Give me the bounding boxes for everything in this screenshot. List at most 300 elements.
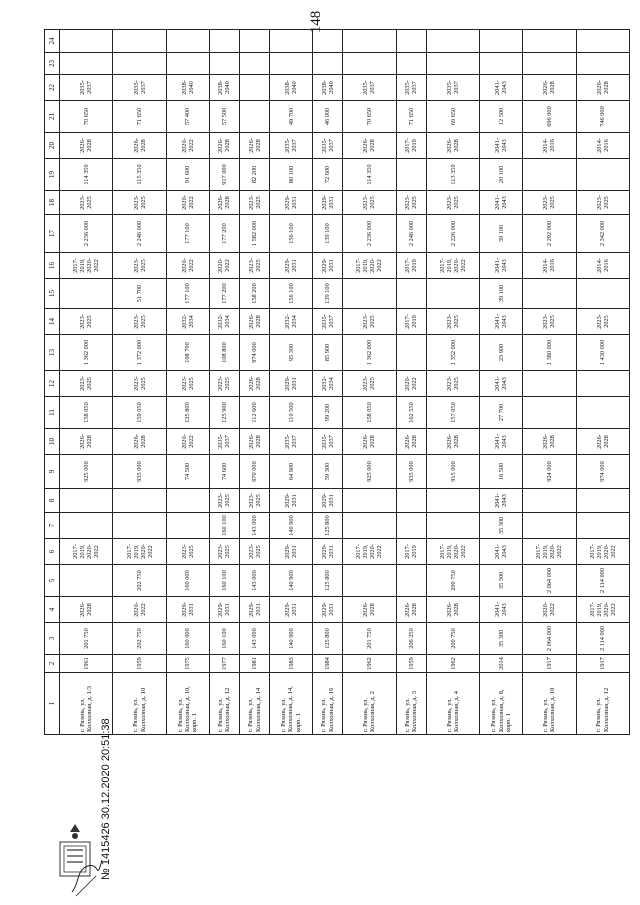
- table-cell: [113, 489, 166, 513]
- column-header-12: 12: [45, 371, 60, 397]
- table-cell: [426, 513, 479, 539]
- table-cell: [60, 53, 113, 75]
- table-cell: 2017-2019, 2020-2022: [426, 253, 479, 279]
- table-cell: 140 900: [270, 513, 313, 539]
- table-cell: [113, 513, 166, 539]
- table-cell: [396, 489, 426, 513]
- table-cell: 35 300: [480, 513, 523, 539]
- table-cell: [396, 279, 426, 309]
- table-cell: 2 292 000: [523, 215, 576, 253]
- table-cell: 2020-2022: [166, 133, 209, 159]
- table-cell: 80 100: [270, 159, 313, 191]
- table-cell: 925 000: [343, 455, 396, 489]
- table-cell: 91 600: [166, 159, 209, 191]
- table-cell: 2026-2028: [60, 133, 113, 159]
- table-cell: 2023-2025: [239, 253, 269, 279]
- table-cell: 1975: [166, 655, 209, 673]
- table-cell: 2026-2028: [209, 133, 239, 159]
- table-cell: 2035-2037: [270, 133, 313, 159]
- table-cell: [576, 279, 629, 309]
- table-cell: 2026-2028: [576, 429, 629, 455]
- table-cell: 125 800: [313, 513, 343, 539]
- rotated-table-area: [44, 30, 630, 735]
- table-row: [60, 30, 113, 735]
- table-cell: 2041-2043: [480, 133, 523, 159]
- table-cell: 12 500: [480, 101, 523, 133]
- table-cell: 162 550: [396, 397, 426, 429]
- table-cell: 2032-2034: [209, 309, 239, 335]
- table-cell: 2029-2031: [313, 539, 343, 565]
- table-cell: 115 350: [113, 159, 166, 191]
- table-cell: 2026-2028: [239, 133, 269, 159]
- column-header-2: 2: [45, 655, 60, 673]
- table-cell: 140 900: [270, 623, 313, 655]
- table-cell: 110 500: [270, 397, 313, 429]
- column-header-10: 10: [45, 429, 60, 455]
- page-number: 148: [308, 10, 324, 34]
- table-cell: 915 000: [426, 455, 479, 489]
- table-cell: [480, 53, 523, 75]
- table-cell: 112 600: [239, 397, 269, 429]
- table-cell: 2026-2028: [113, 429, 166, 455]
- table-cell: 1977: [209, 655, 239, 673]
- column-header-1: 1: [45, 673, 60, 735]
- table-cell: 2029-2031: [209, 597, 239, 623]
- table-cell: 2 236 000: [343, 215, 396, 253]
- table-cell: 2017-2019, 2020-2022: [426, 539, 479, 565]
- table-cell: 108 700: [166, 335, 209, 371]
- table-cell: 2026-2028: [426, 429, 479, 455]
- address-cell: г. Рязань, ул. Колхозная, д. 1/3: [60, 673, 113, 735]
- table-cell: 2026-2028: [209, 191, 239, 215]
- table-cell: 2026-2028: [523, 429, 576, 455]
- table-cell: 2020-2022: [166, 253, 209, 279]
- table-cell: 1 372 000: [113, 335, 166, 371]
- table-row: [576, 30, 629, 735]
- table-cell: 2023-2025: [113, 309, 166, 335]
- table-cell: 139 100: [313, 279, 343, 309]
- table-cell: [239, 30, 269, 53]
- table-cell: [396, 565, 426, 597]
- table-cell: 2017-2019, 2020-2022: [523, 539, 576, 565]
- table-cell: 2020-2022: [396, 371, 426, 397]
- table-cell: 64 900: [270, 455, 313, 489]
- column-header-15: 15: [45, 279, 60, 309]
- table-row: [209, 30, 239, 735]
- table-cell: 206 250: [396, 623, 426, 655]
- table-cell: 2035-2037: [113, 75, 166, 101]
- table-cell: 125 900: [209, 397, 239, 429]
- table-cell: 2041-2043: [480, 371, 523, 397]
- table-cell: [523, 30, 576, 53]
- table-cell: 160 100: [209, 513, 239, 539]
- table-cell: 2026-2028: [239, 309, 269, 335]
- table-cell: 160 100: [209, 565, 239, 597]
- table-cell: [209, 30, 239, 53]
- table-cell: 69 650: [426, 101, 479, 133]
- table-cell: [396, 53, 426, 75]
- table-cell: 2023-2025: [166, 539, 209, 565]
- table-cell: 2017-2019: [396, 133, 426, 159]
- table-cell: 202 750: [113, 623, 166, 655]
- table-cell: 974 000: [576, 455, 629, 489]
- table-cell: 59 300: [313, 455, 343, 489]
- table-cell: 200 750: [426, 623, 479, 655]
- table-cell: 2035-2037: [60, 75, 113, 101]
- table-cell: 85 900: [313, 335, 343, 371]
- column-header-22: 22: [45, 75, 60, 101]
- column-header-11: 11: [45, 397, 60, 429]
- table-cell: 2029-2031: [313, 597, 343, 623]
- table-cell: 51 700: [113, 279, 166, 309]
- table-cell: 2017-2019, 2020-2022: [576, 597, 629, 623]
- table-cell: 974 000: [239, 335, 269, 371]
- table-cell: [523, 489, 576, 513]
- table-cell: 2026-2028: [239, 371, 269, 397]
- table-cell: 2023-2025: [60, 191, 113, 215]
- table-cell: [313, 30, 343, 53]
- table-cell: 2023-2025: [576, 191, 629, 215]
- table-cell: 82 200: [239, 159, 269, 191]
- table-cell: [396, 159, 426, 191]
- table-row: [113, 30, 166, 735]
- table-cell: 2041-2043: [480, 75, 523, 101]
- table-cell: 35 300: [480, 565, 523, 597]
- address-cell: г. Рязань, ул. Колхозная, д. 10: [113, 673, 166, 735]
- table-cell: 202 750: [113, 565, 166, 597]
- table-cell: 1917: [576, 655, 629, 673]
- header-row: [45, 30, 60, 735]
- table-cell: 2026-2028: [426, 597, 479, 623]
- table-cell: 2023-2025: [239, 489, 269, 513]
- table-cell: [576, 371, 629, 397]
- table-cell: 2023-2025: [343, 309, 396, 335]
- table-cell: [239, 101, 269, 133]
- table-cell: [426, 30, 479, 53]
- table-cell: 2035-2037: [313, 429, 343, 455]
- table-cell: 2023-2025: [113, 371, 166, 397]
- table-cell: 2035-2037: [209, 429, 239, 455]
- table-cell: 2035-2037: [396, 75, 426, 101]
- table-cell: 140 900: [270, 565, 313, 597]
- address-cell: г. Рязань, ул. Колхозная, д. 3: [396, 673, 426, 735]
- table-cell: 696 000: [523, 101, 576, 133]
- table-cell: 113 350: [426, 159, 479, 191]
- table-cell: 2023-2025: [426, 191, 479, 215]
- table-cell: 2026-2028: [343, 429, 396, 455]
- table-cell: 2 236 000: [60, 215, 113, 253]
- table-cell: 143 000: [239, 513, 269, 539]
- table-cell: 1962: [343, 655, 396, 673]
- capital-repair-schedule-table: [44, 29, 630, 735]
- table-cell: 2035-2037: [270, 429, 313, 455]
- table-cell: 2029-2031: [313, 489, 343, 513]
- column-header-14: 14: [45, 309, 60, 335]
- table-cell: 74 500: [166, 455, 209, 489]
- table-cell: 157 050: [426, 397, 479, 429]
- address-cell: г. Рязань, ул. Колхозная, д. 4: [426, 673, 479, 735]
- table-cell: 46 000: [313, 101, 343, 133]
- table-cell: 160 100: [209, 623, 239, 655]
- table-cell: 2023-2025: [113, 191, 166, 215]
- table-cell: 2023-2025: [166, 371, 209, 397]
- table-body: [60, 30, 630, 735]
- table-cell: 177 200: [209, 215, 239, 253]
- table-cell: 114 350: [60, 159, 113, 191]
- table-cell: 57 500: [209, 101, 239, 133]
- table-cell: 2029-2031: [270, 489, 313, 513]
- table-cell: 2 064 000: [523, 623, 576, 655]
- table-cell: 2026-2028: [396, 597, 426, 623]
- table-cell: 158 050: [343, 397, 396, 429]
- table-cell: 160 000: [166, 623, 209, 655]
- table-cell: 2026-2028: [113, 133, 166, 159]
- table-cell: 2014: [480, 655, 523, 673]
- table-cell: 2026-2028: [60, 597, 113, 623]
- table-cell: 2032-2034: [270, 309, 313, 335]
- table-cell: [343, 565, 396, 597]
- table-cell: 125 800: [166, 397, 209, 429]
- table-cell: [60, 565, 113, 597]
- address-cell: г. Рязань, ул. Колхозная, д. 12: [209, 673, 239, 735]
- column-header-24: 24: [45, 30, 60, 53]
- table-cell: [60, 513, 113, 539]
- table-cell: [60, 489, 113, 513]
- column-header-8: 8: [45, 489, 60, 513]
- table-cell: 2020-2022: [166, 191, 209, 215]
- table-cell: 2023-2025: [396, 191, 426, 215]
- address-cell: г. Рязань, ул. Колхозная, д. 10: [523, 673, 576, 735]
- table-cell: 2041-2043: [480, 429, 523, 455]
- table-row: [396, 30, 426, 735]
- table-cell: [523, 53, 576, 75]
- table-cell: 1917: [523, 655, 576, 673]
- column-header-5: 5: [45, 565, 60, 597]
- table-cell: [270, 53, 313, 75]
- table-cell: 158 050: [60, 397, 113, 429]
- table-cell: 160 000: [166, 565, 209, 597]
- table-cell: 177 100: [166, 279, 209, 309]
- table-cell: [166, 489, 209, 513]
- table-cell: 2038-2040: [166, 75, 209, 101]
- table-cell: [239, 53, 269, 75]
- table-cell: 2026-2028: [60, 429, 113, 455]
- table-cell: 2035-2037: [313, 309, 343, 335]
- table-cell: 2041-2043: [480, 253, 523, 279]
- table-cell: 2 226 000: [426, 215, 479, 253]
- table-cell: 16 500: [480, 455, 523, 489]
- table-cell: [426, 489, 479, 513]
- table-cell: 1962: [426, 655, 479, 673]
- table-row: [343, 30, 396, 735]
- table-cell: 70 650: [343, 101, 396, 133]
- table-cell: 200 750: [426, 565, 479, 597]
- table-cell: 114 350: [343, 159, 396, 191]
- table-cell: 1961: [60, 655, 113, 673]
- table-cell: 39 100: [480, 279, 523, 309]
- table-cell: 2026-2028: [343, 597, 396, 623]
- table-cell: 2017-2019, 2020-2022: [343, 253, 396, 279]
- table-cell: [523, 159, 576, 191]
- table-cell: [396, 30, 426, 53]
- document-registration-note: № 1415426 30.12.2020 20:51:38: [100, 718, 112, 880]
- column-header-6: 6: [45, 539, 60, 565]
- table-cell: 2029-2031: [270, 253, 313, 279]
- table-cell: 2020-2022: [209, 253, 239, 279]
- table-cell: 2041-2043: [480, 191, 523, 215]
- table-cell: 2026-2028: [239, 429, 269, 455]
- table-cell: 1 362 000: [343, 335, 396, 371]
- column-header-20: 20: [45, 133, 60, 159]
- table-cell: 925 000: [60, 455, 113, 489]
- table-cell: [523, 279, 576, 309]
- table-cell: 1 362 000: [60, 335, 113, 371]
- table-cell: 2020-2022: [113, 597, 166, 623]
- table-cell: 2035-2037: [343, 75, 396, 101]
- table-row: [426, 30, 479, 735]
- table-cell: [576, 513, 629, 539]
- column-header-3: 3: [45, 623, 60, 655]
- table-cell: [426, 279, 479, 309]
- table-cell: 177 100: [166, 215, 209, 253]
- table-cell: [166, 53, 209, 75]
- table-cell: 2029-2031: [313, 253, 343, 279]
- table-cell: 108 800: [209, 335, 239, 371]
- table-cell: 156 100: [270, 215, 313, 253]
- table-cell: [576, 397, 629, 429]
- table-cell: 2023-2025: [576, 309, 629, 335]
- column-header-7: 7: [45, 513, 60, 539]
- table-cell: 2038-2040: [270, 75, 313, 101]
- table-row: [239, 30, 269, 735]
- table-cell: 70 650: [60, 101, 113, 133]
- table-cell: [113, 30, 166, 53]
- table-cell: 57 400: [166, 101, 209, 133]
- table-cell: [166, 513, 209, 539]
- column-header-23: 23: [45, 53, 60, 75]
- table-cell: 2023-2025: [523, 309, 576, 335]
- table-cell: 935 000: [396, 455, 426, 489]
- table-cell: 2029-2031: [270, 539, 313, 565]
- table-row: [313, 30, 343, 735]
- table-cell: 1 582 000: [239, 215, 269, 253]
- table-cell: 2023-2025: [343, 371, 396, 397]
- column-header-9: 9: [45, 455, 60, 489]
- table-cell: 2038-2040: [313, 75, 343, 101]
- table-cell: 23 900: [480, 335, 523, 371]
- table-row: [523, 30, 576, 735]
- table-cell: 2 114 000: [576, 565, 629, 597]
- table-cell: [576, 159, 629, 191]
- table-cell: 2026-2028: [576, 75, 629, 101]
- table-cell: 1959: [396, 655, 426, 673]
- table-cell: 20 100: [480, 159, 523, 191]
- table-row: [166, 30, 209, 735]
- table-cell: 2014-2016: [523, 133, 576, 159]
- table-cell: [343, 489, 396, 513]
- table-cell: 2023-2025: [113, 253, 166, 279]
- table-cell: 2029-2031: [166, 597, 209, 623]
- table-cell: [396, 513, 426, 539]
- table-cell: 201 750: [60, 623, 113, 655]
- table-cell: 2038-2040: [209, 75, 239, 101]
- table-cell: 2026-2028: [426, 133, 479, 159]
- table-cell: 2035-2037: [426, 75, 479, 101]
- table-cell: 670 000: [239, 455, 269, 489]
- table-cell: [576, 489, 629, 513]
- table-cell: [166, 30, 209, 53]
- table-cell: 917 000: [209, 159, 239, 191]
- table-cell: 2014-2016: [576, 253, 629, 279]
- table-cell: [239, 75, 269, 101]
- table-cell: [523, 371, 576, 397]
- table-cell: 1 352 000: [426, 335, 479, 371]
- table-cell: 2023-2025: [523, 191, 576, 215]
- table-cell: 2017-2019, 2020-2022: [60, 539, 113, 565]
- address-cell: г. Рязань, ул. Колхозная, д. 8, корп. 1: [480, 673, 523, 735]
- table-cell: 35 300: [480, 623, 523, 655]
- table-cell: 1981: [239, 655, 269, 673]
- table-cell: [343, 53, 396, 75]
- table-cell: 2017-2019: [396, 253, 426, 279]
- table-cell: [480, 30, 523, 53]
- table-cell: [60, 30, 113, 53]
- table-cell: 39 100: [480, 215, 523, 253]
- table-row: [480, 30, 523, 735]
- table-cell: 143 000: [239, 565, 269, 597]
- table-cell: 2026-2028: [396, 429, 426, 455]
- table-cell: 1959: [113, 655, 166, 673]
- table-cell: 2032-2034: [166, 309, 209, 335]
- address-cell: г. Рязань, ул. Колхозная, д. 2: [343, 673, 396, 735]
- table-cell: 139 100: [313, 215, 343, 253]
- column-header-13: 13: [45, 335, 60, 371]
- table-cell: 1 380 000: [523, 335, 576, 371]
- table-cell: 2023-2025: [343, 191, 396, 215]
- table-cell: 2 064 000: [523, 565, 576, 597]
- table-cell: [523, 513, 576, 539]
- table-cell: 1 430 000: [576, 335, 629, 371]
- table-cell: 2017-2019, 2020-2022: [60, 253, 113, 279]
- table-cell: [113, 53, 166, 75]
- table-cell: 2023-2025: [426, 309, 479, 335]
- table-cell: 2017-2019: [396, 539, 426, 565]
- table-cell: 125 800: [313, 565, 343, 597]
- table-cell: [270, 30, 313, 53]
- table-cell: 2029-2031: [270, 371, 313, 397]
- address-cell: г. Рязань, ул. Колхозная, д. 14: [239, 673, 269, 735]
- table-cell: 2014-2016: [523, 253, 576, 279]
- table-cell: [576, 30, 629, 53]
- table-cell: 2023-2025: [60, 309, 113, 335]
- table-cell: 1984: [313, 655, 343, 673]
- table-row: [270, 30, 313, 735]
- column-header-19: 19: [45, 159, 60, 191]
- table-cell: 2 342 000: [576, 215, 629, 253]
- table-cell: 2 246 000: [113, 215, 166, 253]
- table-cell: 177 200: [209, 279, 239, 309]
- table-cell: 27 700: [480, 397, 523, 429]
- column-header-16: 16: [45, 253, 60, 279]
- table-cell: 2041-2043: [480, 597, 523, 623]
- address-cell: г. Рязань, ул. Колхозная, д. 10, корп. 1: [166, 673, 209, 735]
- address-cell: г. Рязань, ул. Колхозная, д. 14, корп. 1: [270, 673, 313, 735]
- table-cell: 158 200: [239, 279, 269, 309]
- table-cell: [313, 53, 343, 75]
- table-cell: 95 300: [270, 335, 313, 371]
- table-cell: 2020-2022: [523, 597, 576, 623]
- table-cell: 201 750: [343, 623, 396, 655]
